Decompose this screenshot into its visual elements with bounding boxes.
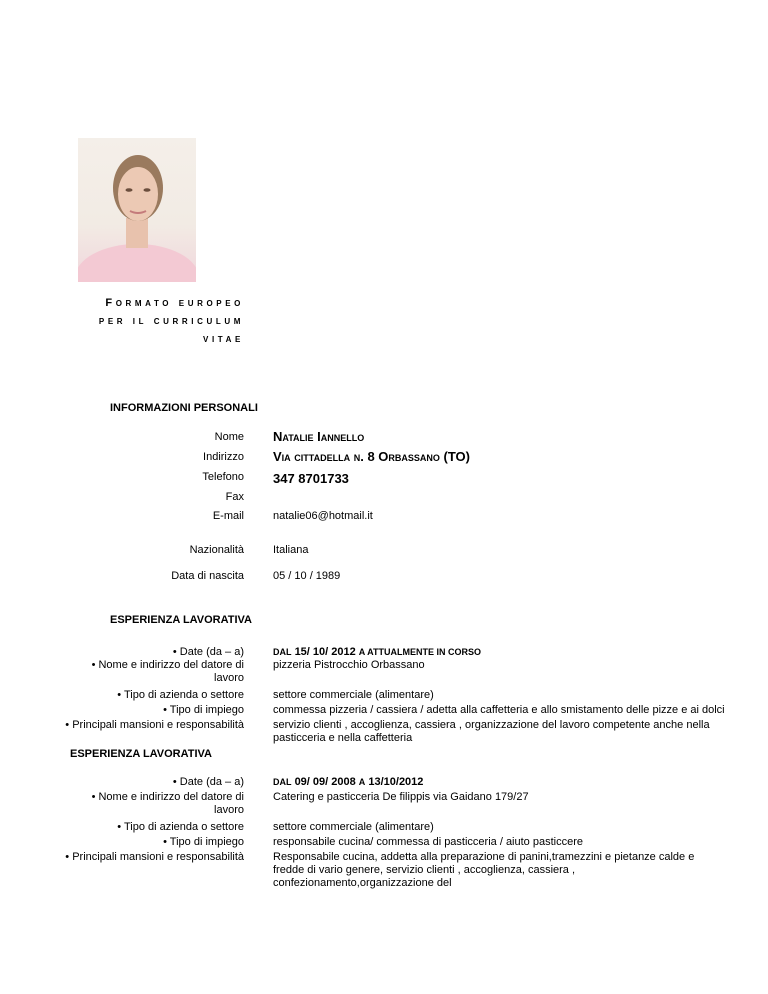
telefono-label: Telefono: [202, 471, 244, 483]
exp1-datore-label-2: lavoro: [214, 672, 244, 684]
nome-value: Natalie Iannello: [273, 429, 365, 444]
exp1-tipo-impiego-value: commessa pizzeria / cassiera / adetta alla caffetteria e allo smistamento delle pizze e ai dolci: [273, 704, 725, 716]
exp1-datore-label-1: • Nome e indirizzo del datore di: [91, 659, 244, 671]
exp2-datore-value: Catering e pasticceria De filippis via Gaidano 179/27: [273, 791, 529, 803]
nascita-label: Data di nascita: [171, 570, 244, 582]
exp2-tipo-impiego-value: responsabile cucina/ commessa di pasticceria / aiuto pasticcere: [273, 836, 583, 848]
exp2-mansioni-value: Responsabile cucina, addetta alla preparazione di panini,tramezzini e pietanze calde e fredde di vario genere, servizio clienti , accoglienza, cassiera , confezionamento,organizzazione del: [273, 851, 695, 889]
exp1-tipo-azienda-label: • Tipo di azienda o settore: [117, 689, 244, 701]
section-personal-info: INFORMAZIONI PERSONALI: [110, 402, 258, 414]
exp2-tipo-azienda-label: • Tipo di azienda o settore: [117, 821, 244, 833]
profile-photo: [78, 138, 196, 282]
exp2-tipo-impiego-label: • Tipo di impiego: [163, 836, 244, 848]
exp1-date-value: DAL 15/ 10/ 2012 A ATTUALMENTE IN CORSO: [273, 646, 481, 658]
fax-label: Fax: [225, 491, 244, 503]
exp2-date-value: DAL 09/ 09/ 2008 A 13/10/2012: [273, 776, 424, 788]
exp2-mansioni-label: • Principali mansioni e responsabilità: [65, 851, 244, 863]
nome-label: Nome: [214, 431, 244, 443]
exp2-date-label: • Date (da – a): [172, 776, 244, 788]
exp1-date-label: • Date (da – a): [172, 646, 244, 658]
exp2-tipo-azienda-value: settore commerciale (alimentare): [273, 821, 434, 833]
exp1-tipo-impiego-label: • Tipo di impiego: [163, 704, 244, 716]
exp1-mansioni-label: • Principali mansioni e responsabilità: [65, 719, 244, 731]
exp2-datore-label-2: lavoro: [214, 804, 244, 816]
cv-title-line1: Formato europeo: [105, 297, 244, 309]
nazionalita-value: Italiana: [273, 544, 309, 556]
nazionalita-label: Nazionalità: [189, 544, 244, 556]
exp1-tipo-azienda-value: settore commerciale (alimentare): [273, 689, 434, 701]
section-experience-2: ESPERIENZA LAVORATIVA: [70, 748, 212, 760]
cv-title-line2: per il curriculum: [98, 315, 244, 327]
exp1-mansioni-value: servizio clienti , accoglienza, cassiera , organizzazione del lavoro competente anche nella pasticceria e nella caffetteria: [273, 719, 710, 744]
nascita-value: 05 / 10 / 1989: [273, 570, 341, 582]
cv-title-line3: vitae: [203, 333, 244, 345]
email-value[interactable]: natalie06@hotmail.it: [273, 510, 373, 522]
exp1-datore-value: pizzeria Pistrocchio Orbassano: [273, 659, 425, 671]
section-experience-1: ESPERIENZA LAVORATIVA: [110, 614, 252, 626]
indirizzo-label: Indirizzo: [203, 451, 244, 463]
exp2-datore-label-1: • Nome e indirizzo del datore di: [91, 791, 244, 803]
email-label: E-mail: [212, 510, 244, 522]
telefono-value: 347 8701733: [273, 471, 349, 486]
indirizzo-value: Via cittadella n. 8 Orbassano (TO): [273, 449, 470, 464]
